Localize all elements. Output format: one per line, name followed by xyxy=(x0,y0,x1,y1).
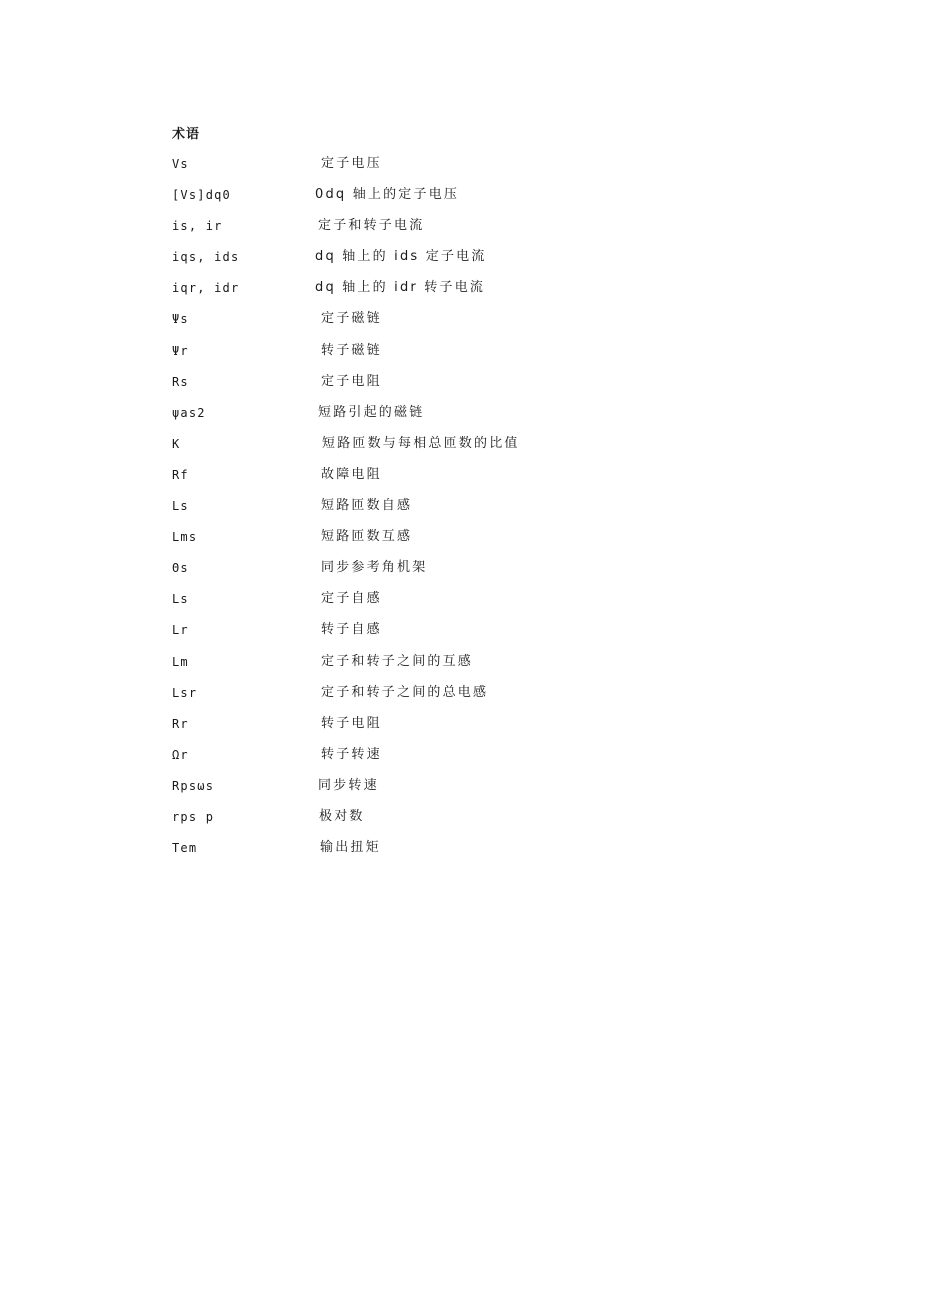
terminology-list xyxy=(172,154,772,869)
terminology-heading: 术语 xyxy=(172,127,201,142)
term-definition: 输出扭矩 xyxy=(320,840,381,856)
term-definition: 转子磁链 xyxy=(321,342,382,358)
term-row xyxy=(172,652,772,683)
term-row xyxy=(172,309,772,340)
term-row xyxy=(172,807,772,838)
term-row xyxy=(172,589,772,620)
term-symbol: Ωr xyxy=(172,747,189,762)
term-row xyxy=(172,247,772,278)
term-definition: 定子电压 xyxy=(321,156,382,171)
term-symbol: Lm xyxy=(172,654,189,669)
term-symbol: Vs xyxy=(172,157,189,171)
term-definition: 极对数 xyxy=(319,808,365,824)
term-definition: 0dq 轴上的定子电压 xyxy=(315,187,460,203)
term-definition: 短路匝数互感 xyxy=(321,529,413,545)
term-definition: dq 轴上的 ids 定子电流 xyxy=(315,249,487,265)
term-definition: 短路匝数与每相总匝数的比值 xyxy=(322,435,520,451)
term-definition: dq 轴上的 idr 转子电流 xyxy=(315,280,486,296)
term-definition: 定子和转子之间的总电感 xyxy=(321,684,489,700)
term-row xyxy=(172,403,772,434)
term-symbol: rps p xyxy=(172,809,215,824)
term-symbol: Rr xyxy=(172,716,189,731)
term-symbol: Ls xyxy=(172,592,189,607)
term-row xyxy=(172,620,772,651)
term-row xyxy=(172,838,772,869)
term-definition: 定子和转子之间的互感 xyxy=(321,653,474,669)
term-definition: 短路引起的磁链 xyxy=(318,404,425,420)
term-row xyxy=(172,558,772,589)
term-symbol: Lms xyxy=(172,530,198,545)
term-row xyxy=(172,714,772,745)
term-row xyxy=(172,465,772,496)
term-symbol: [Vs]dq0 xyxy=(172,188,231,203)
term-definition: 转子转速 xyxy=(321,746,382,762)
term-symbol: Rs xyxy=(172,374,189,389)
term-symbol: Ψs xyxy=(172,312,189,327)
term-row xyxy=(172,745,772,776)
term-definition: 定子磁链 xyxy=(321,311,382,327)
term-definition: 转子自感 xyxy=(321,622,382,638)
term-row xyxy=(172,434,772,465)
term-row xyxy=(172,216,772,247)
term-row xyxy=(172,496,772,527)
term-row xyxy=(172,278,772,309)
term-definition: 定子和转子电流 xyxy=(318,218,425,234)
term-row xyxy=(172,527,772,558)
term-symbol: iqs, ids xyxy=(172,250,240,265)
term-symbol: Rpsωs xyxy=(172,778,215,793)
term-definition: 同步转速 xyxy=(318,777,379,793)
term-row xyxy=(172,341,772,372)
term-definition: 同步参考角机架 xyxy=(321,560,428,576)
term-symbol: iqr, idr xyxy=(172,281,240,296)
term-symbol: Rf xyxy=(172,467,189,482)
term-row xyxy=(172,776,772,807)
term-symbol: Ls xyxy=(172,499,189,514)
term-symbol: Ψr xyxy=(172,343,189,358)
term-symbol: ψas2 xyxy=(172,405,206,420)
term-definition: 故障电阻 xyxy=(321,466,382,482)
term-symbol: is, ir xyxy=(172,219,223,234)
term-symbol: Lr xyxy=(172,623,189,638)
term-definition: 定子自感 xyxy=(321,591,382,607)
term-definition: 定子电阻 xyxy=(321,373,382,389)
term-symbol: Θs xyxy=(172,561,189,576)
term-symbol: K xyxy=(172,436,181,451)
term-row xyxy=(172,185,772,216)
term-definition: 短路匝数自感 xyxy=(321,498,413,514)
term-definition: 转子电阻 xyxy=(321,715,382,731)
term-symbol: Tem xyxy=(172,841,198,856)
term-row xyxy=(172,372,772,403)
term-row xyxy=(172,683,772,714)
term-symbol: Lsr xyxy=(172,685,198,700)
term-row xyxy=(172,154,772,185)
